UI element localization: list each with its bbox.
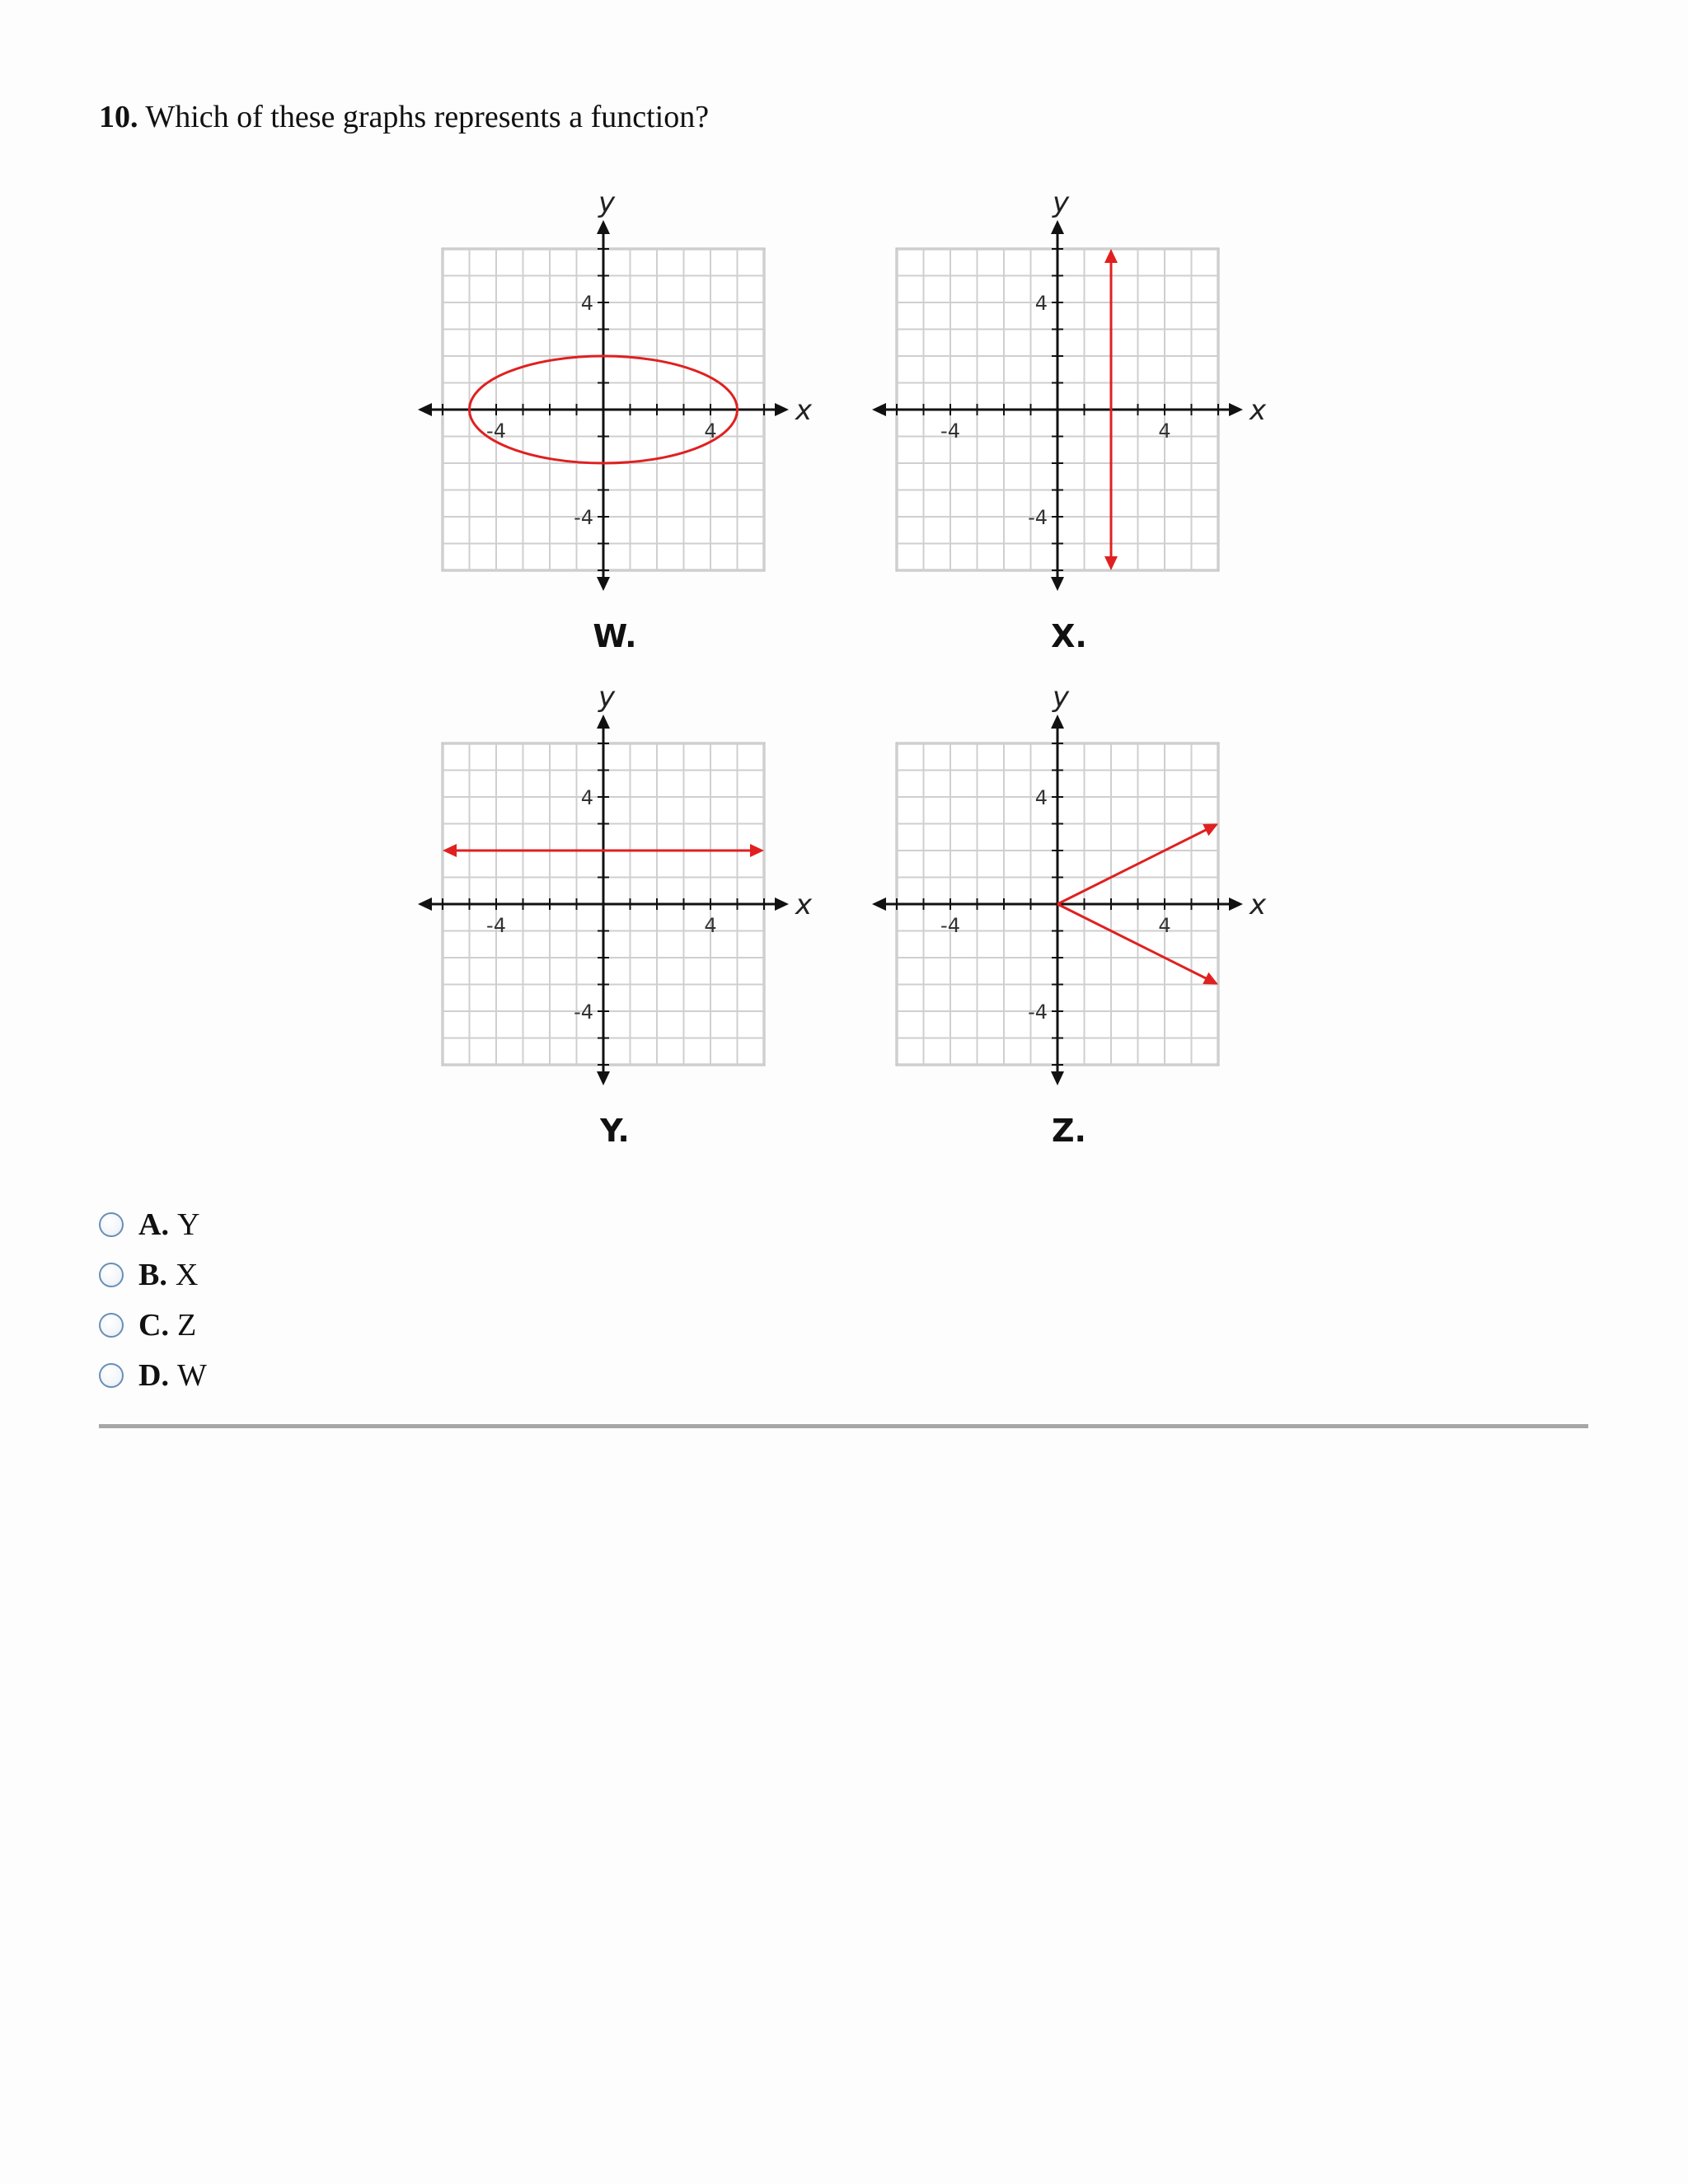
x-axis-arrow-right: [775, 898, 789, 911]
option-text: X: [175, 1257, 199, 1292]
option-text: Y: [176, 1207, 200, 1242]
y-axis-name: y: [598, 681, 616, 714]
y-axis-arrow-up: [597, 715, 610, 729]
y-axis-arrow-down: [597, 577, 610, 591]
option-letter: C.: [138, 1307, 169, 1343]
graph-label: X.: [1051, 618, 1087, 654]
tick-label-y-neg: -4: [1028, 506, 1048, 529]
tick-label-x-pos: 4: [704, 914, 717, 937]
x-axis-arrow-left: [418, 403, 432, 416]
option-text: W: [176, 1357, 207, 1393]
option-d[interactable]: [99, 1350, 207, 1400]
y-axis-arrow-up: [597, 220, 610, 234]
section-divider: [99, 1424, 1588, 1428]
graph-label: Z.: [1052, 1113, 1086, 1149]
x-axis-arrow-left: [418, 898, 432, 911]
option-letter: D.: [138, 1357, 169, 1393]
option-letter: A.: [138, 1207, 169, 1242]
x-axis-arrow-right: [775, 403, 789, 416]
tick-label-y-neg: -4: [1028, 1001, 1048, 1024]
graph-label: Y.: [600, 1113, 630, 1149]
tick-label-x-pos: 4: [1158, 419, 1171, 443]
tick-label-x-neg: -4: [486, 419, 506, 443]
option-c[interactable]: [99, 1300, 207, 1350]
x-axis-arrow-left: [872, 898, 886, 911]
option-letter: B.: [138, 1257, 167, 1292]
tick-label-x-neg: -4: [940, 419, 960, 443]
graph-label: W.: [593, 618, 637, 654]
y-axis-name: y: [1052, 681, 1070, 714]
graph-x: [872, 186, 1267, 654]
y-axis-arrow-up: [1051, 220, 1064, 234]
y-axis-name: y: [598, 186, 616, 219]
tick-label-y-pos: 4: [580, 786, 593, 809]
x-axis-name: x: [1250, 394, 1267, 427]
tick-label-x-pos: 4: [704, 419, 717, 443]
tick-label-x-pos: 4: [1158, 914, 1171, 937]
option-text: Z: [176, 1307, 197, 1343]
x-axis-name: x: [795, 888, 813, 921]
radio-circle-icon[interactable]: [99, 1363, 124, 1388]
radio-circle-icon[interactable]: [99, 1212, 124, 1237]
question-text: Which of these graphs represents a function?: [145, 100, 710, 134]
option-b[interactable]: [99, 1249, 207, 1300]
tick-label-y-pos: 4: [1034, 786, 1048, 809]
tick-label-y-neg: -4: [574, 506, 593, 529]
tick-label-y-pos: 4: [580, 292, 593, 315]
graph-y: [418, 681, 813, 1149]
x-axis-arrow-right: [1229, 403, 1243, 416]
graph-z: [872, 681, 1267, 1149]
y-axis-arrow-down: [597, 1071, 610, 1085]
tick-label-y-neg: -4: [574, 1001, 593, 1024]
question-number: 10.: [99, 100, 138, 134]
y-axis-arrow-down: [1051, 1071, 1064, 1085]
radio-circle-icon[interactable]: [99, 1313, 124, 1338]
tick-label-x-neg: -4: [486, 914, 506, 937]
x-axis-arrow-left: [872, 403, 886, 416]
tick-label-y-pos: 4: [1034, 292, 1048, 315]
answer-options: [99, 1199, 207, 1400]
graph-w: [418, 186, 813, 654]
y-axis-name: y: [1052, 186, 1070, 219]
x-axis-arrow-right: [1229, 898, 1243, 911]
y-axis-arrow-up: [1051, 715, 1064, 729]
radio-circle-icon[interactable]: [99, 1263, 124, 1287]
y-axis-arrow-down: [1051, 577, 1064, 591]
x-axis-name: x: [1250, 888, 1267, 921]
option-a[interactable]: [99, 1199, 207, 1249]
x-axis-name: x: [795, 394, 813, 427]
tick-label-x-neg: -4: [940, 914, 960, 937]
